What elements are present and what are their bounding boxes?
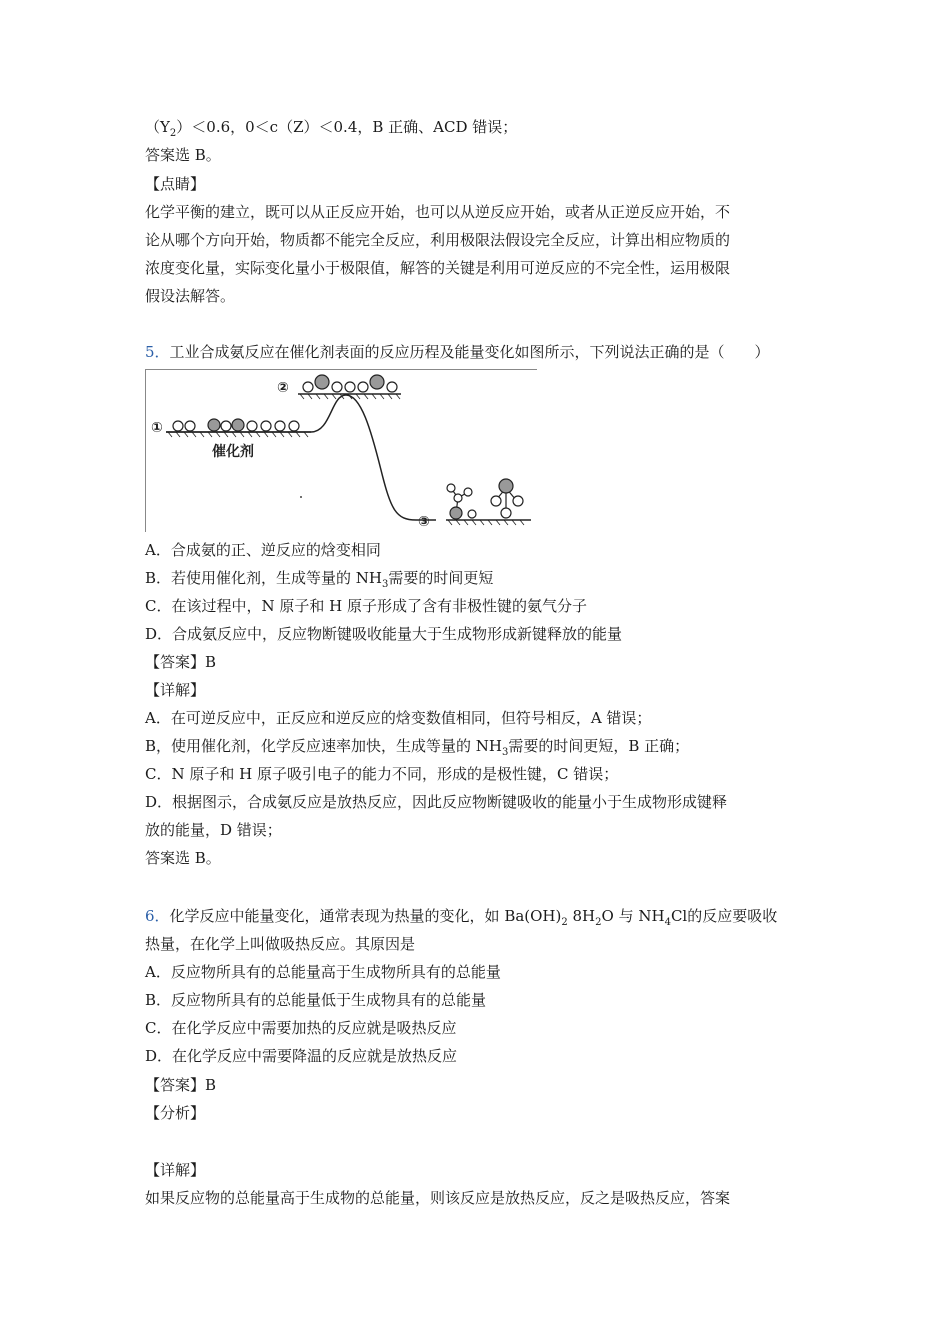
energy-diagram-svg [146, 370, 537, 532]
stage-3-molecules [447, 479, 523, 519]
q5-conclusion: 答案选 B。 [145, 849, 221, 867]
q6-option-d: D．在化学反应中需要降温的反应就是放热反应 [145, 1047, 458, 1065]
q5-detail-c: C．N 原子和 H 原子吸引电子的能力不同，形成的是极性键，C 错误； [145, 765, 619, 783]
q5-option-c: C．在该过程中，N 原子和 H 原子形成了含有非极性键的氨气分子 [145, 597, 587, 615]
q6-option-b: B．反应物所具有的总能量低于生成物具有的总能量 [145, 991, 487, 1009]
speck [300, 496, 302, 498]
prev-conclusion: 答案选 B。 [145, 146, 221, 164]
q6-detail-heading: 【详解】 [145, 1161, 206, 1179]
q5-detail-d1: D．根据图示，合成氨反应是放热反应，因此反应物断键吸收的能量小于生成物形成键释 [145, 793, 728, 811]
tip-line: 论从哪个方向开始，物质都不能完全反应，利用极限法假设完全反应，计算出相应物质的 [145, 231, 731, 249]
prev-answer-line: $(Y_2)<0.6$，0＜c（Z）＜0.4，B 正确、ACD 错误； [145, 118, 518, 139]
catalyst-label: 催化剂 [212, 444, 254, 460]
q5-detail-a: A．在可逆反应中，正反应和逆反应的焓变数值相同，但符号相反，A 错误； [145, 709, 652, 727]
tip-line: 化学平衡的建立，既可以从正反应开始，也可以从逆反应开始，或者从正逆反应开始，不 [145, 203, 731, 221]
question-number: 6． [145, 907, 170, 925]
q6-option-a: A．反应物所具有的总能量高于生成物所具有的总能量 [145, 963, 501, 981]
q5-option-a: A．合成氨的正、逆反应的焓变相同 [145, 541, 381, 559]
q5-detail-d2: 放的能量，D 错误； [145, 821, 282, 839]
stage-2-label: ② [277, 380, 289, 396]
q5-detail-b: B，使用催化剂，化学反应速率加快，生成等量的 $NH_3$需要的时间更短，B 正确； [145, 737, 690, 758]
stage-1-label: ① [151, 420, 163, 436]
q5-option-b: B．若使用催化剂，生成等量的 $NH_3$需要的时间更短 [145, 569, 494, 590]
q5-answer: 【答案】B [145, 653, 217, 671]
question-6-stem: 6．化学反应中能量变化，通常表现为热量的变化，如 $Ba(OH)_2$ $8H_2O$ 与 $NH_4Cl$的反应要吸收 [145, 907, 778, 928]
stage-1-molecules [173, 419, 299, 431]
energy-curve [166, 395, 436, 520]
reaction-energy-figure [145, 369, 537, 532]
stage-2-molecules [303, 375, 397, 392]
q6-answer: 【答案】B [145, 1076, 217, 1094]
tip-line: 假设法解答。 [145, 287, 236, 305]
question-number: 5． [145, 343, 170, 361]
q5-detail-heading: 【详解】 [145, 681, 206, 699]
q5-option-d: D．合成氨反应中，反应物断键吸收能量大于生成物形成新键释放的能量 [145, 625, 623, 643]
question-6-stem-2: 热量，在化学上叫做吸热反应。其原因是 [145, 935, 416, 953]
question-5-stem: 5．工业合成氨反应在催化剂表面的反应历程及能量变化如图所示，下列说法正确的是（ ） [145, 343, 770, 361]
tip-heading: 【点睛】 [145, 175, 206, 193]
q6-option-c: C．在化学反应中需要加热的反应就是吸热反应 [145, 1019, 457, 1037]
q6-analysis-heading: 【分析】 [145, 1104, 206, 1122]
stage-3-label: ③ [418, 514, 430, 530]
q6-detail-1: 如果反应物的总能量高于生成物的总能量，则该反应是放热反应，反之是吸热反应，答案 [145, 1189, 731, 1207]
tip-line: 浓度变化量，实际变化量小于极限值，解答的关键是利用可逆反应的不完全性，运用极限 [145, 259, 731, 277]
